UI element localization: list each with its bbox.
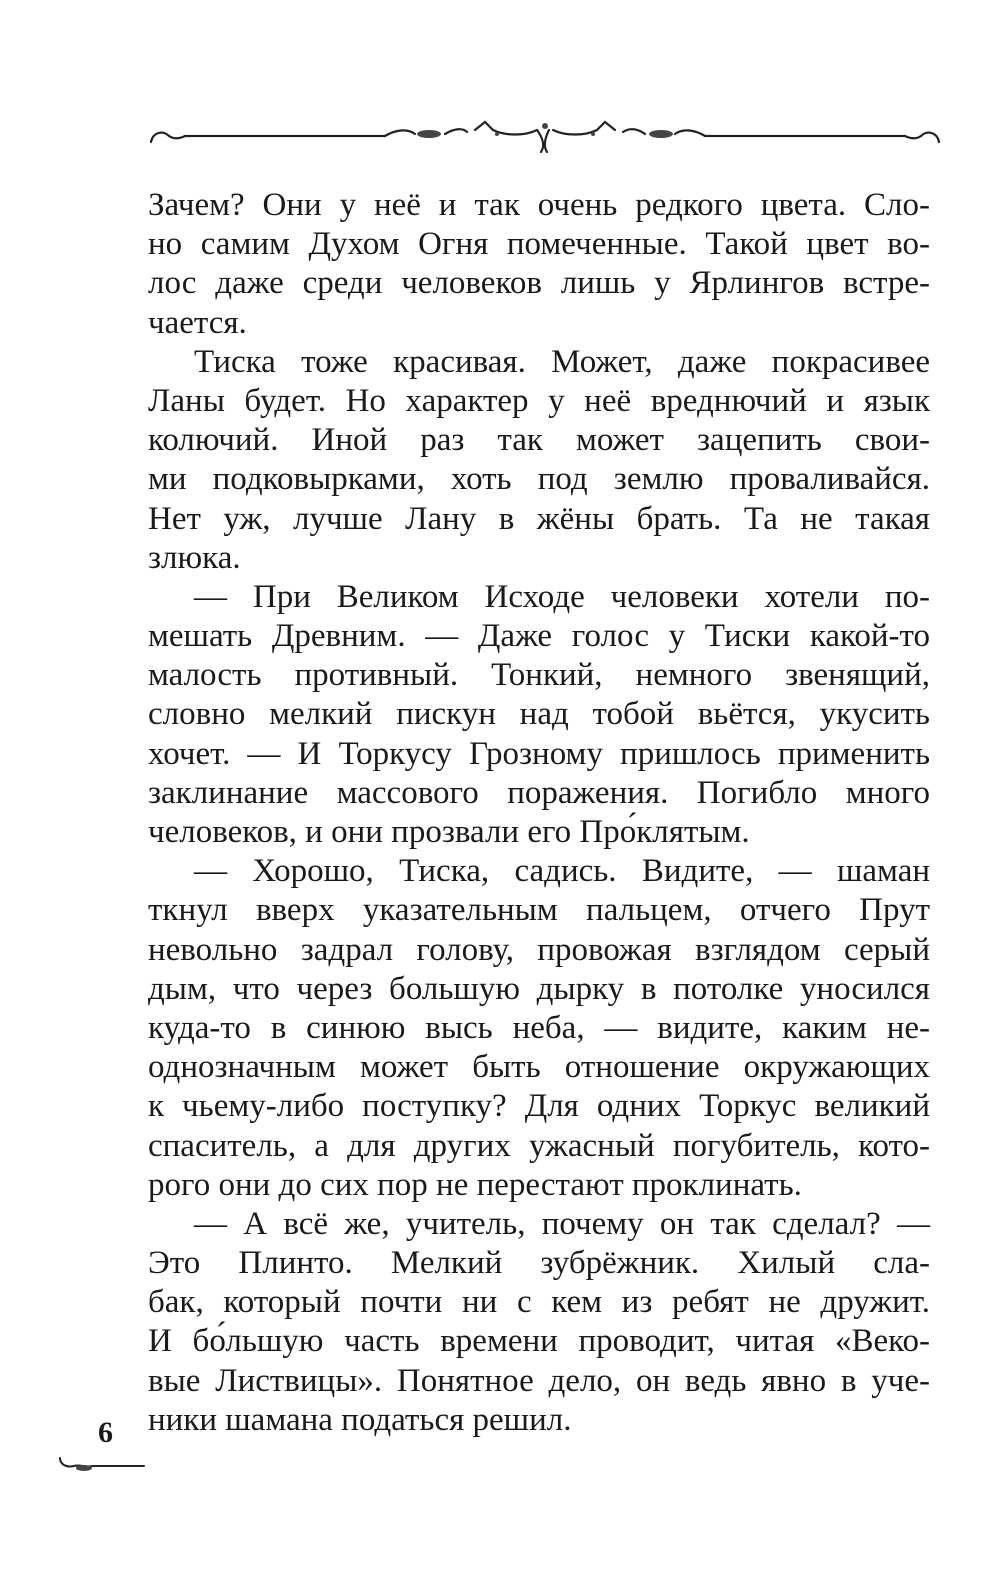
text-line: невольно задрал голову, провожая взглядом серый: [148, 931, 930, 968]
text-line: заклинание массового поражения. Погибло много: [148, 774, 930, 811]
top-ornament: [145, 118, 945, 158]
body-text: [148, 186, 930, 1440]
text-line: но самим Духом Огня помеченные. Такой цвет во-: [148, 226, 930, 263]
text-line: злюка.: [148, 539, 241, 576]
text-line: малость противный. Тонкий, немного звенящий,: [148, 657, 930, 694]
text-line: Тиска тоже красивая. Может, даже покрасивее: [194, 343, 930, 380]
text-line: спаситель, а для других ужасный погубитель, кото-: [148, 1127, 930, 1164]
text-line: ники шамана податься решил.: [148, 1401, 572, 1438]
text-line: Нет уж, лучше Лану в жёны брать. Та не такая: [148, 500, 930, 537]
text-line: лос даже среди человеков лишь у Ярлингов встре-: [148, 265, 930, 302]
text-line: Это Плинто. Мелкий зубрёжник. Хилый сла-: [148, 1245, 930, 1282]
text-line: — А всё же, учитель, почему он так сделал? —: [194, 1205, 930, 1242]
text-line: хочет. — И Торкусу Грозному пришлось применить: [148, 735, 930, 772]
bottom-ornament: [56, 1452, 146, 1476]
text-line: чается.: [148, 304, 247, 341]
text-line: мешать Древним. — Даже голос у Тиски какой-то: [148, 618, 930, 655]
text-line: И бо́льшую часть времени проводит, читая «Веко-: [148, 1323, 930, 1360]
text-line: человеков, и они прозвали его Про́клятым.: [148, 814, 750, 850]
text-line: рого они до сих пор не перестают проклинать.: [148, 1166, 802, 1203]
text-line: ми подковырками, хоть под землю проваливайся.: [148, 461, 930, 498]
text-line: Зачем? Они у неё и так очень редкого цвета. Сло-: [148, 187, 930, 223]
text-line: к чьему-либо поступку? Для одних Торкус великий: [148, 1088, 930, 1125]
text-line: однозначным может быть отношение окружающих: [148, 1049, 930, 1086]
text-line: куда-то в синюю высь неба, — видите, каким не-: [148, 1009, 930, 1046]
text-line: — Хорошо, Тиска, садись. Видите, — шаман: [194, 853, 930, 890]
text-line: Ланы будет. Но характер у неё вреднючий и язык: [148, 382, 930, 419]
text-line: колючий. Иной раз так может зацепить свои-: [148, 422, 930, 459]
text-line: — При Великом Исходе человеки хотели по-: [194, 578, 930, 615]
text-line: вые Листвицы». Понятное дело, он ведь явно в уче-: [148, 1362, 930, 1399]
text-line: дым, что через большую дырку в потолке уносился: [148, 970, 930, 1007]
text-line: ткнул вверх указательным пальцем, отчего Прут: [148, 892, 930, 929]
page-number: 6: [98, 1416, 113, 1449]
text-line: бак, который почти ни с кем из ребят не дружит.: [148, 1284, 930, 1321]
text-line: словно мелкий пискун над тобой вьётся, укусить: [148, 696, 930, 733]
